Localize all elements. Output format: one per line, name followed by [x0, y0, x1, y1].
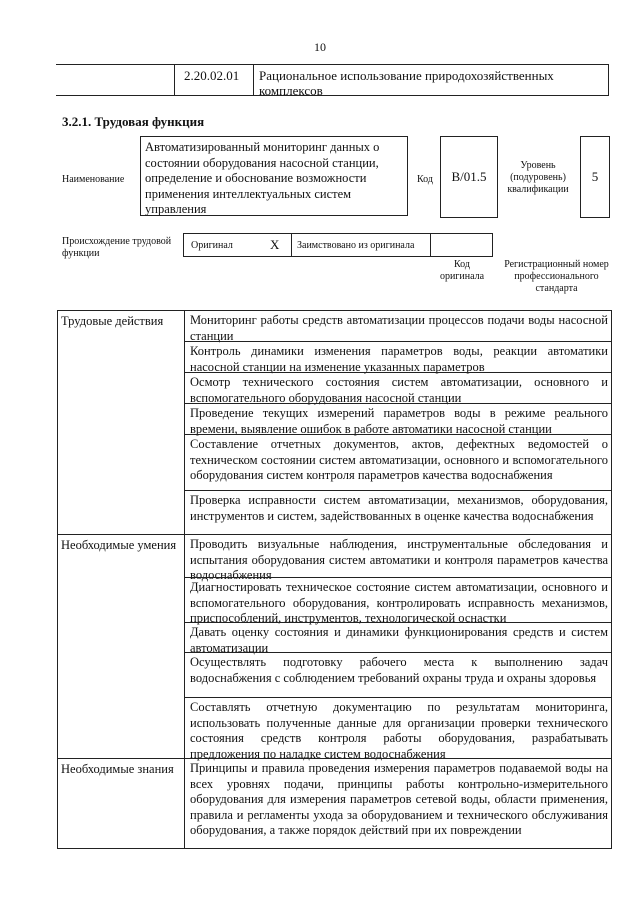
code-original-label: Код оригинала	[439, 259, 485, 282]
registration-number-label: Регистрационный номер профессионального стандарта	[504, 259, 609, 294]
table-row	[57, 758, 612, 837]
table-left-border	[57, 310, 58, 848]
table-row	[184, 622, 612, 655]
code-label: Код	[417, 174, 433, 185]
table-row	[184, 652, 612, 685]
table-row	[184, 490, 612, 523]
table-cell: Проверка исправности систем автоматизации, механизмов, оборудования, инструментов и систем, задействованных в оценке качества водоснабжения	[190, 493, 608, 523]
table-row	[57, 310, 612, 343]
table-cell: Составление отчетных документов, актов, дефектных ведомостей о техническом состоянии систем автоматизации, основного и вспомогательного оборудования систем контроля параметров качества водоснабжения	[190, 437, 608, 482]
name-label: Наименование	[62, 174, 125, 185]
table-right-border	[611, 310, 612, 848]
borrowed-label: Заимствовано из оригинала	[297, 240, 415, 251]
table-row	[184, 434, 612, 482]
table-cell: Проводить визуальные наблюдения, инструментальные обследования и испытания оборудования систем автоматики и контроля параметров качества водоснабжения	[190, 537, 608, 582]
table-cell: Мониторинг работы средств автоматизации процессов подачи воды насосной станции	[190, 313, 608, 343]
section-label-skills: Необходимые умения	[61, 538, 177, 552]
table-cell: Осмотр технического состояния систем автоматизации, основного и вспомогательного оборудования насосной станции	[190, 375, 608, 405]
qualification-level-label: Уровень (подуровень) квалификации	[507, 160, 569, 195]
specialty-code-table	[56, 64, 609, 96]
original-mark: X	[270, 237, 280, 252]
table-row	[184, 372, 612, 405]
table-cell: Диагностировать техническое состояние систем автоматизации, основного и вспомогательного оборудования, контролировать исправность механизмов, приспособлений, инструментов, технологической оснастки	[190, 580, 608, 625]
table-bottom-border	[57, 848, 612, 849]
specialty-name: Рациональное использование природохозяйственных комплексов	[259, 68, 554, 98]
original-label: Оригинал	[191, 240, 233, 251]
table-cell: Составлять отчетную документацию по результатам мониторинга, использовать полученные данные для организации проверки технического состояния средств контроля работы оборудования, разрабатывать предложения по наладке систем водоснабжения	[190, 700, 608, 761]
table-row	[184, 403, 612, 436]
table-cell: Принципы и правила проведения измерения параметров подаваемой воды на всех уровнях подачи, принципы работы контрольно-измерительного оборудования для измерения параметров сетевой воды, области применения, правила и регламенты ухода за оборудованием и технического обслуживания оборудования, а также порядок действий при их повреждении	[190, 761, 608, 837]
function-code: В/01.5	[440, 136, 498, 218]
function-name: Автоматизированный мониторинг данных о состоянии оборудования насосной станции, определение и обоснование возможности применения интеллектуальных систем управления	[140, 136, 408, 216]
table-row	[184, 697, 612, 761]
table-cell: Контроль динамики изменения параметров воды, реакции автоматики насосной станции на изменение указанных параметров	[190, 344, 608, 374]
origin-label: Происхождение трудовой функции	[62, 236, 172, 259]
qualification-level: 5	[580, 136, 610, 218]
table-row	[57, 534, 612, 582]
page-number: 10	[314, 40, 326, 54]
specialty-code: 2.20.02.01	[184, 68, 240, 83]
section-label-actions: Трудовые действия	[61, 314, 164, 328]
table-row	[184, 577, 612, 625]
column-divider	[184, 310, 185, 848]
table-cell: Осуществлять подготовку рабочего места к выполнению задач водоснабжения с соблюдением требований охраны труда и охраны здоровья	[190, 655, 608, 685]
section-heading: 3.2.1. Трудовая функция	[62, 114, 205, 129]
table-cell: Давать оценку состояния и динамики функционирования средств и систем автоматизации	[190, 625, 608, 655]
table-row	[184, 341, 612, 374]
table-cell: Проведение текущих измерений параметров воды в режиме реального времени, выявление ошибок в работе автоматики насосной станции	[190, 406, 608, 436]
section-label-knowledge: Необходимые знания	[61, 762, 174, 776]
